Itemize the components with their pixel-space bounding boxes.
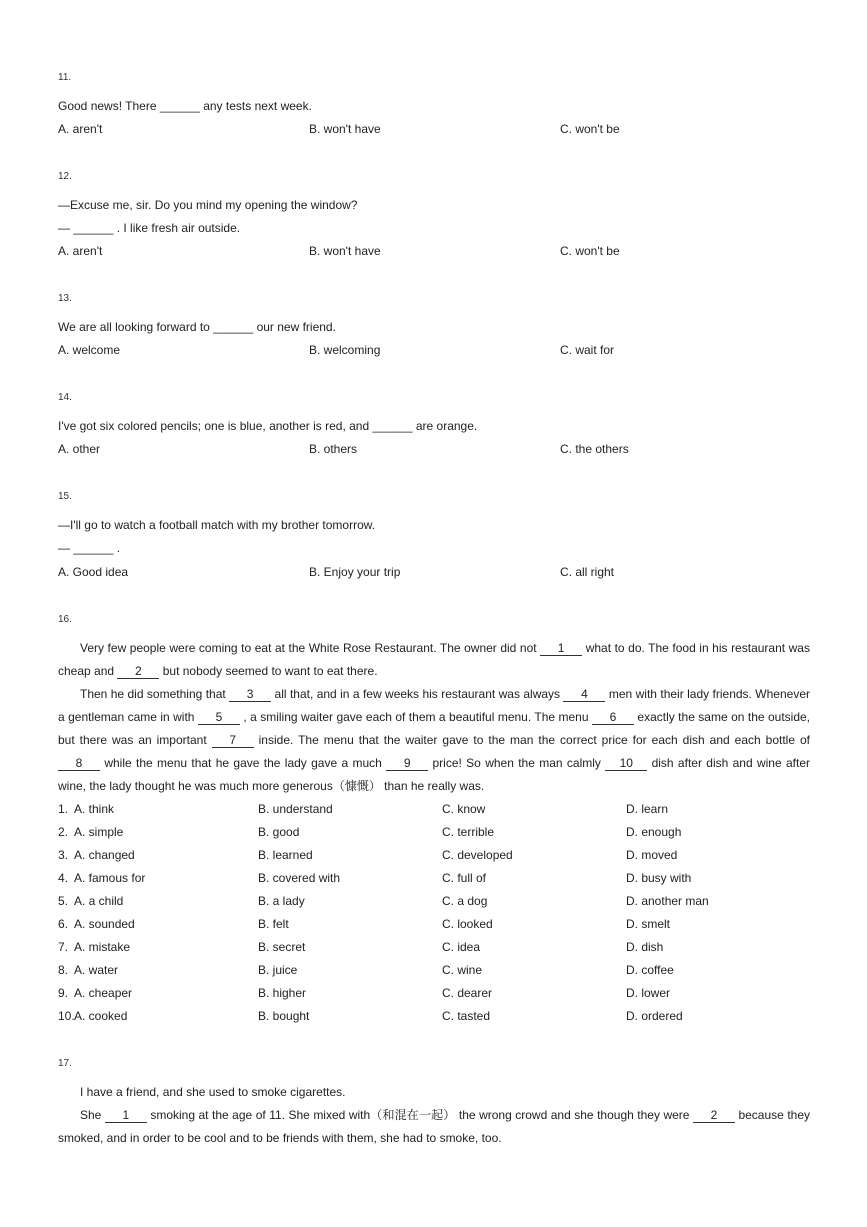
choice-row: [58, 800, 810, 818]
passage-text: I have a friend, and she used to smoke cigarettes.: [80, 1085, 346, 1099]
question-number: 13.: [58, 293, 72, 304]
option-a[interactable]: A. famous for: [74, 871, 146, 885]
option-a[interactable]: A. welcome: [58, 343, 121, 357]
option-d[interactable]: D. ordered: [626, 1009, 683, 1023]
choice-row: [58, 869, 810, 887]
option-a[interactable]: A. Good idea: [58, 565, 129, 579]
option-d[interactable]: D. lower: [626, 986, 671, 1000]
cloze-blank[interactable]: 8: [58, 756, 100, 771]
option-row: [58, 121, 810, 137]
choice-number: 5.: [58, 894, 69, 908]
cloze-blank[interactable]: 10: [605, 756, 647, 771]
option-c[interactable]: C. wine: [442, 963, 483, 977]
option-b[interactable]: B. juice: [258, 963, 298, 977]
option-b[interactable]: B. higher: [258, 986, 307, 1000]
cloze-blank[interactable]: 2: [693, 1108, 735, 1123]
option-c[interactable]: C. won't be: [560, 244, 620, 258]
option-b[interactable]: B. won't have: [309, 122, 381, 136]
passage-text: exactly the same on the outside, but there was an important: [58, 710, 811, 747]
option-d[interactable]: D. learn: [626, 802, 669, 816]
option-c[interactable]: C. developed: [442, 848, 513, 862]
passage-text: She: [80, 1108, 105, 1122]
question-number: 11.: [58, 72, 72, 83]
option-a[interactable]: A. sounded: [74, 917, 135, 931]
option-c[interactable]: C. a dog: [442, 894, 488, 908]
option-c[interactable]: C. all right: [560, 565, 615, 579]
passage-text: inside. The menu that the waiter gave to the man the correct price for each dish and each bottle of: [253, 733, 810, 747]
choice-row: [58, 1007, 810, 1025]
option-a[interactable]: A. water: [74, 963, 119, 977]
choice-number: 1.: [58, 802, 69, 816]
dialogue-line: —I'll go to watch a football match with my brother tomorrow.: [58, 518, 376, 532]
dialogue-line: —Excuse me, sir. Do you mind my opening the window?: [58, 198, 358, 212]
passage-text: price! So when the man calmly: [428, 756, 606, 770]
option-b[interactable]: B. covered with: [258, 871, 341, 885]
choice-number: 3.: [58, 848, 69, 862]
option-row: [58, 564, 810, 580]
cloze-passage: [58, 637, 810, 798]
option-a[interactable]: A. changed: [74, 848, 135, 862]
passage-text: men with their lady friends. Whenever a gentleman came in with: [58, 687, 810, 724]
choice-row: [58, 961, 810, 979]
option-b[interactable]: B. bought: [258, 1009, 310, 1023]
option-b[interactable]: B. won't have: [309, 244, 381, 258]
option-c[interactable]: C. tasted: [442, 1009, 491, 1023]
option-a[interactable]: A. cheaper: [74, 986, 133, 1000]
choice-row: [58, 892, 810, 910]
passage-text: Then he did something that: [80, 687, 230, 701]
option-b[interactable]: B. good: [258, 825, 300, 839]
choice-row: [58, 823, 810, 841]
option-d[interactable]: D. smelt: [626, 917, 671, 931]
option-b[interactable]: B. a lady: [258, 894, 305, 908]
option-c[interactable]: C. dearer: [442, 986, 493, 1000]
option-a[interactable]: A. aren't: [58, 122, 103, 136]
option-d[interactable]: D. moved: [626, 848, 678, 862]
option-b[interactable]: B. learned: [258, 848, 313, 862]
choice-number: 8.: [58, 963, 69, 977]
cloze-blank[interactable]: 9: [386, 756, 428, 771]
option-d[interactable]: D. dish: [626, 940, 664, 954]
option-c[interactable]: C. idea: [442, 940, 481, 954]
cloze-blank[interactable]: 4: [563, 687, 605, 702]
choice-row: [58, 915, 810, 933]
cloze-passage: [58, 1081, 810, 1150]
option-c[interactable]: C. won't be: [560, 122, 620, 136]
passage-text: while the menu that he gave the lady gave a much: [100, 756, 387, 770]
dialogue-line: — ______ .: [58, 541, 121, 555]
cloze-blank[interactable]: 3: [229, 687, 271, 702]
choice-row: [58, 984, 810, 1002]
option-row: [58, 342, 810, 358]
passage-text: what to do. The food in his restaurant was cheap and: [58, 641, 810, 678]
cloze-blank[interactable]: 1: [540, 641, 582, 656]
passage-text: Very few people were coming to eat at the White Rose Restaurant. The owner did not: [80, 641, 541, 655]
option-a[interactable]: A. aren't: [58, 244, 103, 258]
question-number: 17.: [58, 1058, 72, 1069]
option-a[interactable]: A. simple: [74, 825, 124, 839]
option-a[interactable]: A. other: [58, 442, 101, 456]
cloze-blank[interactable]: 1: [105, 1108, 147, 1123]
option-b[interactable]: B. secret: [258, 940, 306, 954]
option-row: [58, 243, 810, 259]
cloze-blank[interactable]: 5: [198, 710, 240, 725]
choice-number: 4.: [58, 871, 69, 885]
option-b[interactable]: B. understand: [258, 802, 333, 816]
choice-number: 9.: [58, 986, 69, 1000]
option-c[interactable]: C. full of: [442, 871, 487, 885]
option-b[interactable]: B. others: [309, 442, 358, 456]
passage-text: but nobody seemed to want to eat there.: [159, 664, 378, 678]
option-d[interactable]: D. enough: [626, 825, 682, 839]
option-row: [58, 441, 810, 457]
cloze-blank[interactable]: 2: [117, 664, 159, 679]
question-stem: We are all looking forward to ______ our new friend.: [58, 320, 336, 334]
choice-row: [58, 938, 810, 956]
choice-number: 2.: [58, 825, 69, 839]
option-c[interactable]: C. looked: [442, 917, 493, 931]
choice-number: 7.: [58, 940, 69, 954]
choice-number: 10.: [58, 1009, 75, 1023]
cloze-blank[interactable]: 6: [592, 710, 634, 725]
question-stem: Good news! There ______ any tests next week.: [58, 99, 312, 113]
option-d[interactable]: D. another man: [626, 894, 709, 908]
option-c[interactable]: C. wait for: [560, 343, 615, 357]
option-a[interactable]: A. think: [74, 802, 115, 816]
option-d[interactable]: D. busy with: [626, 871, 692, 885]
passage-text: smoking at the age of 11. She mixed with（和混在一起） the wrong crowd and she though they were: [146, 1108, 693, 1122]
option-a[interactable]: A. cooked: [74, 1009, 128, 1023]
question-number: 12.: [58, 171, 72, 182]
cloze-blank[interactable]: 7: [212, 733, 254, 748]
question-stem: I've got six colored pencils; one is blue, another is red, and ______ are orange.: [58, 419, 478, 433]
choice-number: 6.: [58, 917, 69, 931]
option-b[interactable]: B. Enjoy your trip: [309, 565, 401, 579]
option-a[interactable]: A. mistake: [74, 940, 131, 954]
question-number: 15.: [58, 491, 72, 502]
option-a[interactable]: A. a child: [74, 894, 124, 908]
question-number: 14.: [58, 392, 72, 403]
passage-text: all that, and in a few weeks his restaurant was always: [271, 687, 564, 701]
dialogue-line: — ______ . I like fresh air outside.: [58, 221, 241, 235]
option-c[interactable]: C. know: [442, 802, 486, 816]
option-d[interactable]: D. coffee: [626, 963, 674, 977]
passage-text: , a smiling waiter gave each of them a beautiful menu. The menu: [239, 710, 592, 724]
option-c[interactable]: C. the others: [560, 442, 629, 456]
option-b[interactable]: B. felt: [258, 917, 289, 931]
passage-text: dish after dish and wine after wine, the lady thought he was much more generous（慷慨） than he really was.: [58, 756, 811, 793]
question-number: 16.: [58, 614, 72, 625]
passage-text: because they smoked, and in order to be cool and to be friends with them, she had to smoke, too.: [58, 1108, 811, 1145]
option-b[interactable]: B. welcoming: [309, 343, 381, 357]
choice-row: [58, 846, 810, 864]
option-c[interactable]: C. terrible: [442, 825, 495, 839]
